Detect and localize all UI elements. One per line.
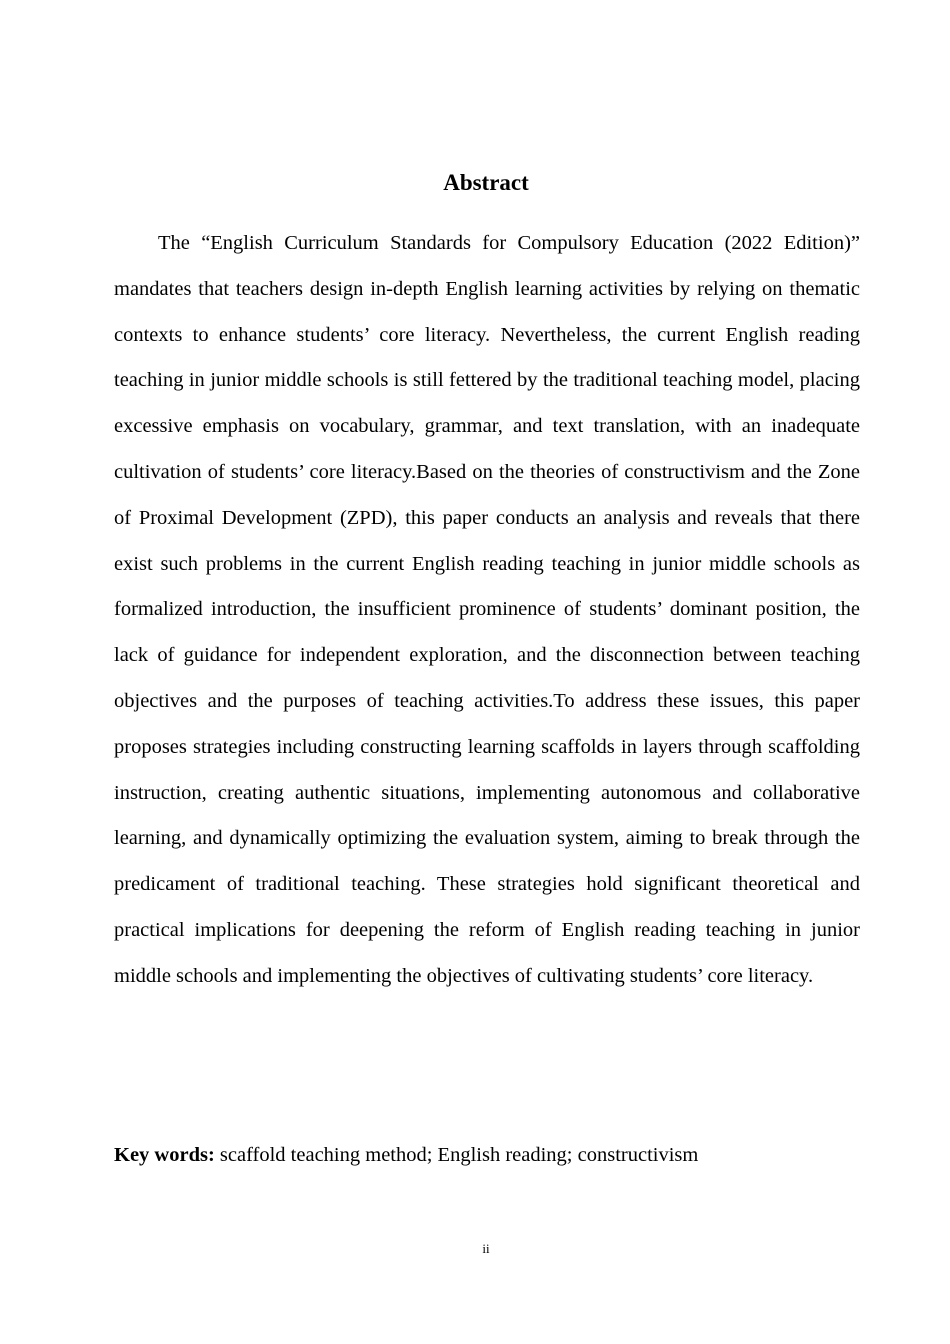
page-number: ii [482, 1241, 490, 1256]
keywords-text: scaffold teaching method; English reading; constructivism [214, 1144, 699, 1166]
keywords-label: Key words: [114, 1144, 215, 1166]
abstract-body: The “English Curriculum Standards for Compulsory Education (2022 Edition)” mandates that teachers design in-depth English learning activities by relying on thematic contexts to enhance students’ core literacy. Nevertheless, the current English reading teaching in junior middle schools is still fettered by the traditional teaching model, placing excessive emphasis on vocabulary, grammar, and text translation, with an inadequate cultivation of students’ core literacy.Based on the theories of constructivism and the Zone of Proximal Development (ZPD), this paper conducts an analysis and reveals that there exist such problems in the current English reading teaching in junior middle schools as formalized introduction, the insufficient prominence of students’ dominant position, the lack of guidance for independent exploration, and the disconnection between teaching objectives and the purposes of teaching activities.To address these issues, this paper proposes strategies including constructing learning scaffolds in layers through scaffolding instruction, creating authentic situations, implementing autonomous and collaborative learning, and dynamically optimizing the evaluation system, aiming to break through the predicament of traditional teaching. These strategies hold significant theoretical and practical implications for deepening the reform of English reading teaching in junior middle schools and implementing the objectives of cultivating students’ core literacy. [114, 232, 860, 987]
keywords-line [114, 1138, 860, 1172]
abstract-title: Abstract [443, 170, 529, 195]
